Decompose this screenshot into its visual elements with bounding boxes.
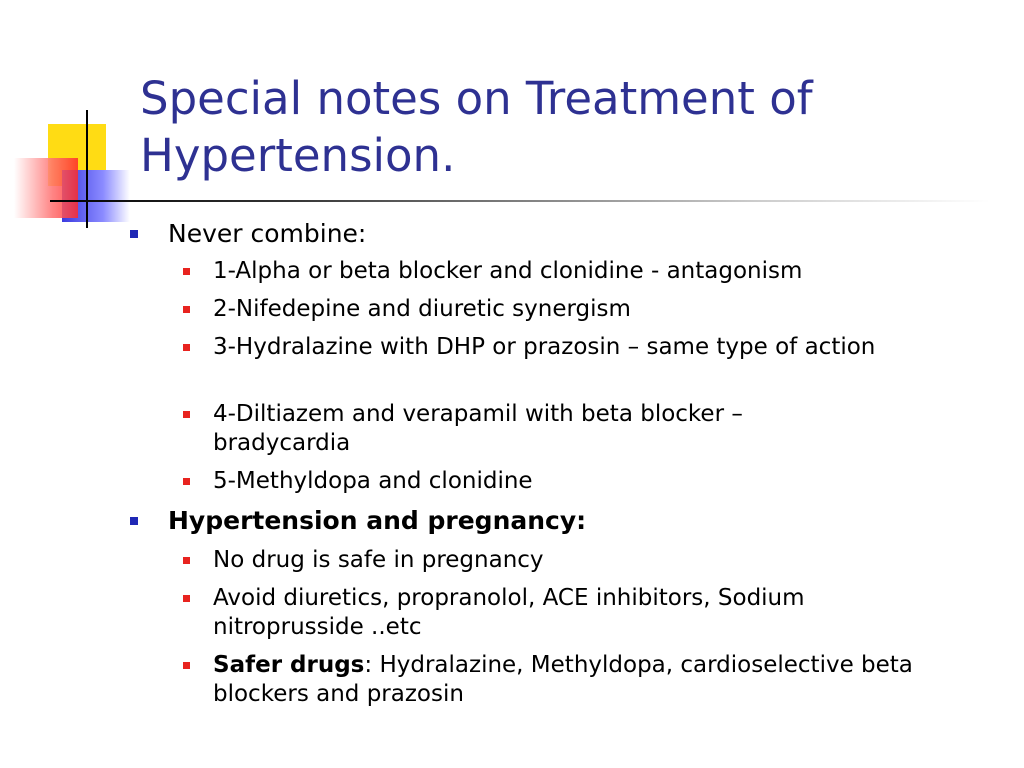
safer-drugs-text: : Hydralazine, Methyldopa, cardioselective beta blockers and prazosin — [213, 652, 913, 707]
red-square — [14, 158, 78, 218]
square-bullet-icon — [183, 268, 190, 275]
bullet-hypertension-pregnancy — [168, 506, 586, 536]
sub-bullet — [213, 651, 993, 709]
sub-bullet-text: 3-Hydralazine with DHP or prazosin – same type of action — [213, 334, 876, 360]
square-bullet-icon — [183, 306, 190, 313]
square-bullet-icon — [183, 344, 190, 351]
square-bullet-icon — [130, 517, 138, 525]
sub-bullet — [213, 333, 933, 362]
title-line-1: Special notes on Treatment of — [140, 72, 813, 125]
bullet-text: Hypertension and pregnancy: — [168, 506, 587, 535]
sub-bullet-text: Avoid diuretics, propranolol, ACE inhibitors, Sodium nitroprusside ..etc — [213, 585, 805, 640]
bullet-never-combine — [168, 219, 366, 249]
square-bullet-icon — [183, 662, 190, 669]
sub-bullet — [213, 295, 993, 324]
square-bullet-icon — [130, 230, 138, 238]
square-bullet-icon — [183, 595, 190, 602]
sub-bullet — [213, 257, 993, 286]
bullet-text: Never combine: — [168, 219, 367, 248]
sub-bullet-text: 1-Alpha or beta blocker and clonidine - antagonism — [213, 258, 803, 284]
square-bullet-icon — [183, 478, 190, 485]
safer-drugs-label: Safer drugs — [213, 652, 365, 678]
title-line-2: Hypertension. — [140, 129, 456, 182]
decorative-squares — [0, 0, 150, 240]
sub-bullet-text: No drug is safe in pregnancy — [213, 547, 544, 573]
sub-bullet — [213, 584, 943, 642]
square-bullet-icon — [183, 411, 190, 418]
sub-bullet — [213, 400, 873, 458]
sub-bullet-text: 5-Methyldopa and clonidine — [213, 468, 533, 494]
slide-title — [140, 70, 1000, 184]
sub-bullet-text: 2-Nifedepine and diuretic synergism — [213, 296, 631, 322]
square-bullet-icon — [183, 557, 190, 564]
vertical-rule — [86, 110, 88, 228]
sub-bullet — [213, 467, 993, 496]
title-divider — [50, 200, 990, 202]
sub-bullet-text: 4-Diltiazem and verapamil with beta blocker – bradycardia — [213, 401, 743, 456]
sub-bullet — [213, 546, 993, 575]
